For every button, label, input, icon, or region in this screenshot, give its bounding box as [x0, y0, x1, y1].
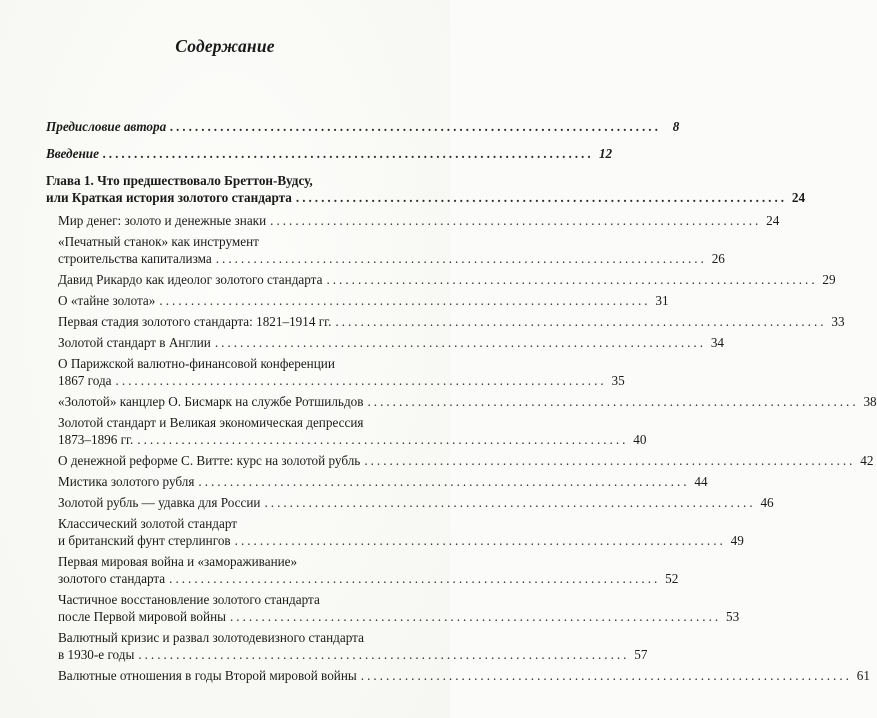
toc-entry[interactable]	[46, 629, 648, 663]
toc-entry[interactable]	[46, 473, 708, 490]
dot-leader: ..............................................................................	[230, 609, 722, 624]
toc-entry-introduction[interactable]	[46, 145, 613, 162]
dot-leader: ..............................................................................	[270, 213, 762, 228]
toc-entry-title: Мир денег: золото и денежные знаки	[58, 213, 267, 228]
toc-page-number: 40	[633, 432, 647, 447]
toc-entry[interactable]	[46, 591, 740, 625]
toc-entry[interactable]	[46, 553, 679, 587]
toc-entry-preface[interactable]	[46, 118, 680, 135]
toc-page-number: 31	[655, 293, 669, 308]
table-of-contents	[46, 118, 877, 688]
dot-leader: ..............................................................................	[367, 394, 859, 409]
toc-entry[interactable]	[46, 667, 870, 684]
toc-page-number: 38	[863, 394, 877, 409]
toc-entry-title: или Краткая история золотого стандарта	[46, 190, 292, 205]
dot-leader: ..............................................................................	[335, 314, 827, 329]
toc-page-number: 24	[766, 213, 780, 228]
dot-leader: ..............................................................................	[198, 474, 690, 489]
toc-entry-chapter-1[interactable]	[46, 172, 806, 206]
toc-page-number: 29	[822, 272, 836, 287]
dot-leader: ..............................................................................	[215, 251, 707, 266]
toc-entry-title: строительства капитализма	[58, 251, 212, 266]
toc-entry-title: Золотой рубль — удавка для России	[58, 495, 261, 510]
toc-entry-title-line: Глава 1. Что предшествовало Бреттон-Вудсу,	[46, 173, 313, 188]
toc-page-number: 33	[831, 314, 845, 329]
dot-leader: ..............................................................................	[159, 293, 651, 308]
dot-leader: ..............................................................................	[264, 495, 756, 510]
toc-page-number: 12	[598, 146, 613, 161]
dot-leader: ..............................................................................	[170, 119, 662, 134]
toc-entry[interactable]	[46, 355, 625, 389]
toc-entry-title: Мистика золотого рубля	[58, 474, 195, 489]
dot-leader: ..............................................................................	[326, 272, 818, 287]
toc-page-number: 52	[665, 571, 679, 586]
toc-entry-title-line: Классический золотой стандарт	[58, 516, 238, 531]
toc-page-number: 57	[634, 647, 648, 662]
toc-entry-title: и британский фунт стерлингов	[58, 533, 231, 548]
toc-entry[interactable]	[46, 515, 744, 549]
toc-entry-title: 1867 года	[58, 373, 112, 388]
toc-page-number: 49	[730, 533, 744, 548]
toc-page-number: 42	[860, 453, 874, 468]
toc-entry-title-line: Валютный кризис и развал золотодевизного стандарта	[58, 630, 364, 645]
toc-page-number: 8	[672, 119, 680, 134]
toc-page-number: 46	[760, 495, 774, 510]
toc-entry-title: О «тайне золота»	[58, 293, 156, 308]
dot-leader: ..............................................................................	[234, 533, 726, 548]
toc-entry[interactable]	[46, 271, 836, 288]
toc-entry-title-line: О Парижской валютно-финансовой конференции	[58, 356, 335, 371]
dot-leader: ..............................................................................	[102, 146, 595, 161]
toc-page-number: 24	[791, 190, 806, 205]
toc-entry-title: золотого стандарта	[58, 571, 166, 586]
toc-entry-title: О денежной реформе С. Витте: курс на золотой рубль	[58, 453, 361, 468]
dot-leader: ..............................................................................	[115, 373, 607, 388]
dot-leader: ..............................................................................	[360, 668, 852, 683]
toc-entry-title: Валютные отношения в годы Второй мировой войны	[58, 668, 357, 683]
toc-entry-title-line: «Печатный станок» как инструмент	[58, 234, 259, 249]
toc-page-number: 61	[856, 668, 870, 683]
dot-leader: ..............................................................................	[214, 335, 706, 350]
toc-entry-title: «Золотой» канцлер О. Бисмарк на службе Ротшильдов	[58, 394, 364, 409]
toc-entry-title: Золотой стандарт в Англии	[58, 335, 211, 350]
toc-entry-title: 1873–1896 гг.	[58, 432, 134, 447]
toc-page-number: 44	[694, 474, 708, 489]
toc-page-number: 53	[725, 609, 740, 624]
toc-entry-title-line: Частичное восстановление золотого стандарта	[58, 592, 320, 607]
toc-entry-title: в 1930-е годы	[58, 647, 135, 662]
toc-entry[interactable]	[46, 393, 877, 410]
toc-entry[interactable]	[46, 452, 874, 469]
dot-leader: ..............................................................................	[364, 453, 856, 468]
toc-entry-title-line: Золотой стандарт и Великая экономическая депрессия	[58, 415, 364, 430]
toc-page-number: 26	[711, 251, 725, 266]
dot-leader: ..............................................................................	[169, 571, 661, 586]
toc-entry-title: Первая стадия золотого стандарта: 1821–1914 гг.	[58, 314, 332, 329]
page-title: Содержание	[175, 36, 275, 56]
toc-entry-title-line: Первая мировая война и «замораживание»	[58, 554, 298, 569]
toc-entry-title: Введение	[46, 146, 99, 161]
dot-leader: ..............................................................................	[137, 432, 629, 447]
toc-entry-title: после Первой мировой войны	[58, 609, 226, 624]
toc-entry[interactable]	[46, 414, 647, 448]
toc-entry[interactable]	[46, 233, 725, 267]
toc-entry-title: Предисловие автора	[46, 119, 167, 134]
toc-entry-title: Давид Рикардо как идеолог золотого стандарта	[58, 272, 323, 287]
toc-page-number: 34	[710, 335, 724, 350]
toc-page-number: 35	[611, 373, 625, 388]
toc-entry[interactable]	[46, 292, 669, 309]
dot-leader: ..............................................................................	[295, 190, 788, 205]
toc-entry[interactable]	[46, 494, 774, 511]
toc-entry[interactable]	[46, 313, 845, 330]
dot-leader: ..............................................................................	[138, 647, 630, 662]
toc-entry[interactable]	[46, 212, 780, 229]
toc-entry[interactable]	[46, 334, 724, 351]
